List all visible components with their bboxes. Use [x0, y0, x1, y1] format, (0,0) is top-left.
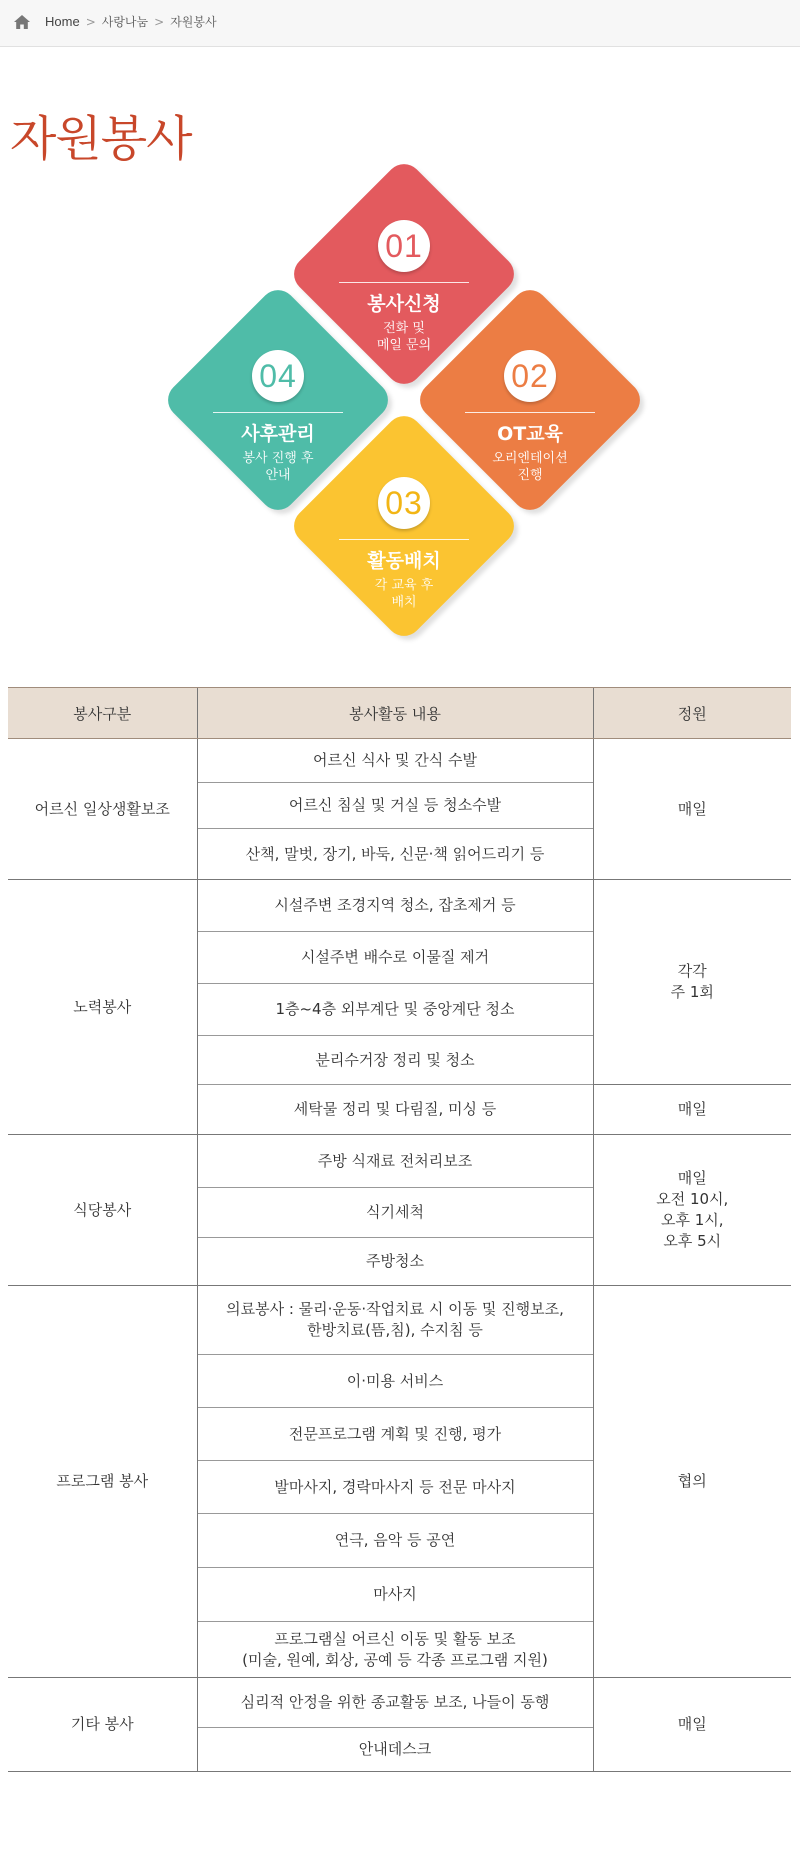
step-desc-line1: 각 교육 후	[374, 578, 434, 593]
breadcrumb-current: 자원봉사	[170, 15, 217, 29]
page-title: 자원봉사	[10, 111, 192, 167]
category-cell: 어르신 일상생활보조	[8, 739, 197, 880]
step-divider	[339, 539, 469, 540]
capacity-line: 오전 10시,	[656, 1190, 729, 1208]
capacity-cell: 매일	[593, 739, 791, 880]
capacity-line: 각각	[677, 962, 707, 980]
step-title: 봉사신청	[367, 293, 441, 315]
step-desc-line1: 전화 및	[383, 321, 425, 336]
activity-line: (미술, 원예, 회상, 공예 등 각종 프로그램 지원)	[242, 1650, 548, 1669]
volunteer-table	[8, 687, 791, 1772]
header-capacity: 정원	[593, 688, 791, 739]
activity-cell: 발마사지, 경락마사지 등 전문 마사지	[197, 1461, 593, 1514]
step-title: 활동배치	[367, 550, 441, 572]
activity-cell: 마사지	[197, 1568, 593, 1622]
activity-cell	[197, 1622, 593, 1678]
category-cell: 기타 봉사	[8, 1678, 197, 1772]
step-number: 02	[504, 350, 556, 402]
step-number: 03	[378, 477, 430, 529]
activity-cell: 분리수거장 정리 및 청소	[197, 1036, 593, 1085]
category-cell: 식당봉사	[8, 1135, 197, 1286]
header-category: 봉사구분	[8, 688, 197, 739]
activity-line: 의료봉사 : 물리·운동·작업치료 시 이동 및 진행보조,	[226, 1300, 564, 1318]
category-cell: 노력봉사	[8, 880, 197, 1135]
table-header-row	[8, 688, 791, 739]
step-number: 04	[252, 350, 304, 402]
activity-line: 한방치료(뜸,침), 수지침 등	[307, 1321, 483, 1339]
step-desc-line2: 안내	[265, 468, 291, 483]
table-row	[8, 1678, 791, 1728]
activity-cell: 주방 식재료 전처리보조	[197, 1135, 593, 1188]
step-desc-line2: 메일 문의	[376, 338, 432, 353]
step-desc-line1: 오리엔테이션	[492, 451, 568, 466]
capacity-cell: 매일	[593, 1678, 791, 1772]
step-divider	[465, 412, 595, 413]
activity-cell: 전문프로그램 계획 및 진행, 평가	[197, 1408, 593, 1461]
capacity-cell	[593, 880, 791, 1085]
step-04	[188, 350, 368, 484]
step-desc-line2: 진행	[517, 468, 543, 483]
activity-cell: 주방청소	[197, 1238, 593, 1286]
activity-cell: 이·미용 서비스	[197, 1355, 593, 1408]
step-divider	[339, 282, 469, 283]
activity-cell: 시설주변 조경지역 청소, 잡초제거 등	[197, 880, 593, 932]
step-01	[314, 220, 494, 354]
step-02	[440, 350, 620, 484]
breadcrumb-level1[interactable]: 사랑나눔	[101, 15, 149, 29]
activity-line: 프로그램실 어르신 이동 및 활동 보조	[274, 1629, 516, 1648]
activity-cell: 연극, 음악 등 공연	[197, 1514, 593, 1568]
step-desc-line1: 봉사 진행 후	[242, 451, 314, 466]
table-row	[8, 739, 791, 783]
capacity-cell	[593, 1135, 791, 1286]
activity-cell: 어르신 침실 및 거실 등 청소수발	[197, 783, 593, 829]
table-row	[8, 1135, 791, 1188]
activity-cell	[197, 1286, 593, 1355]
step-divider	[213, 412, 343, 413]
activity-cell: 1층~4층 외부계단 및 중앙계단 청소	[197, 984, 593, 1036]
capacity-line: 매일	[677, 1169, 707, 1187]
capacity-cell: 매일	[593, 1085, 791, 1135]
table-row	[8, 880, 791, 932]
capacity-line: 주 1회	[670, 983, 714, 1001]
breadcrumb-separator: >	[85, 14, 96, 29]
step-03	[314, 477, 494, 611]
breadcrumb-separator: >	[154, 14, 165, 29]
breadcrumb-home[interactable]: Home	[45, 14, 80, 29]
table-row	[8, 1286, 791, 1355]
activity-cell: 시설주변 배수로 이물질 제거	[197, 932, 593, 984]
step-number: 01	[378, 220, 430, 272]
activity-cell: 산책, 말벗, 장기, 바둑, 신문·책 읽어드리기 등	[197, 829, 593, 880]
capacity-cell: 협의	[593, 1286, 791, 1678]
category-cell: 프로그램 봉사	[8, 1286, 197, 1678]
step-title: 사후관리	[241, 423, 315, 445]
step-desc-line2: 배치	[391, 595, 417, 610]
activity-cell: 식기세척	[197, 1188, 593, 1238]
activity-cell: 심리적 안정을 위한 종교활동 보조, 나들이 동행	[197, 1678, 593, 1728]
capacity-line: 오후 5시	[663, 1232, 722, 1250]
activity-cell: 세탁물 정리 및 다림질, 미싱 등	[197, 1085, 593, 1135]
header-activity: 봉사활동 내용	[197, 688, 593, 739]
capacity-line: 오후 1시,	[660, 1211, 724, 1229]
activity-cell: 어르신 식사 및 간식 수발	[197, 739, 593, 783]
process-diagram	[0, 0, 800, 700]
step-title: OT교육	[497, 423, 563, 445]
activity-cell: 안내데스크	[197, 1728, 593, 1772]
